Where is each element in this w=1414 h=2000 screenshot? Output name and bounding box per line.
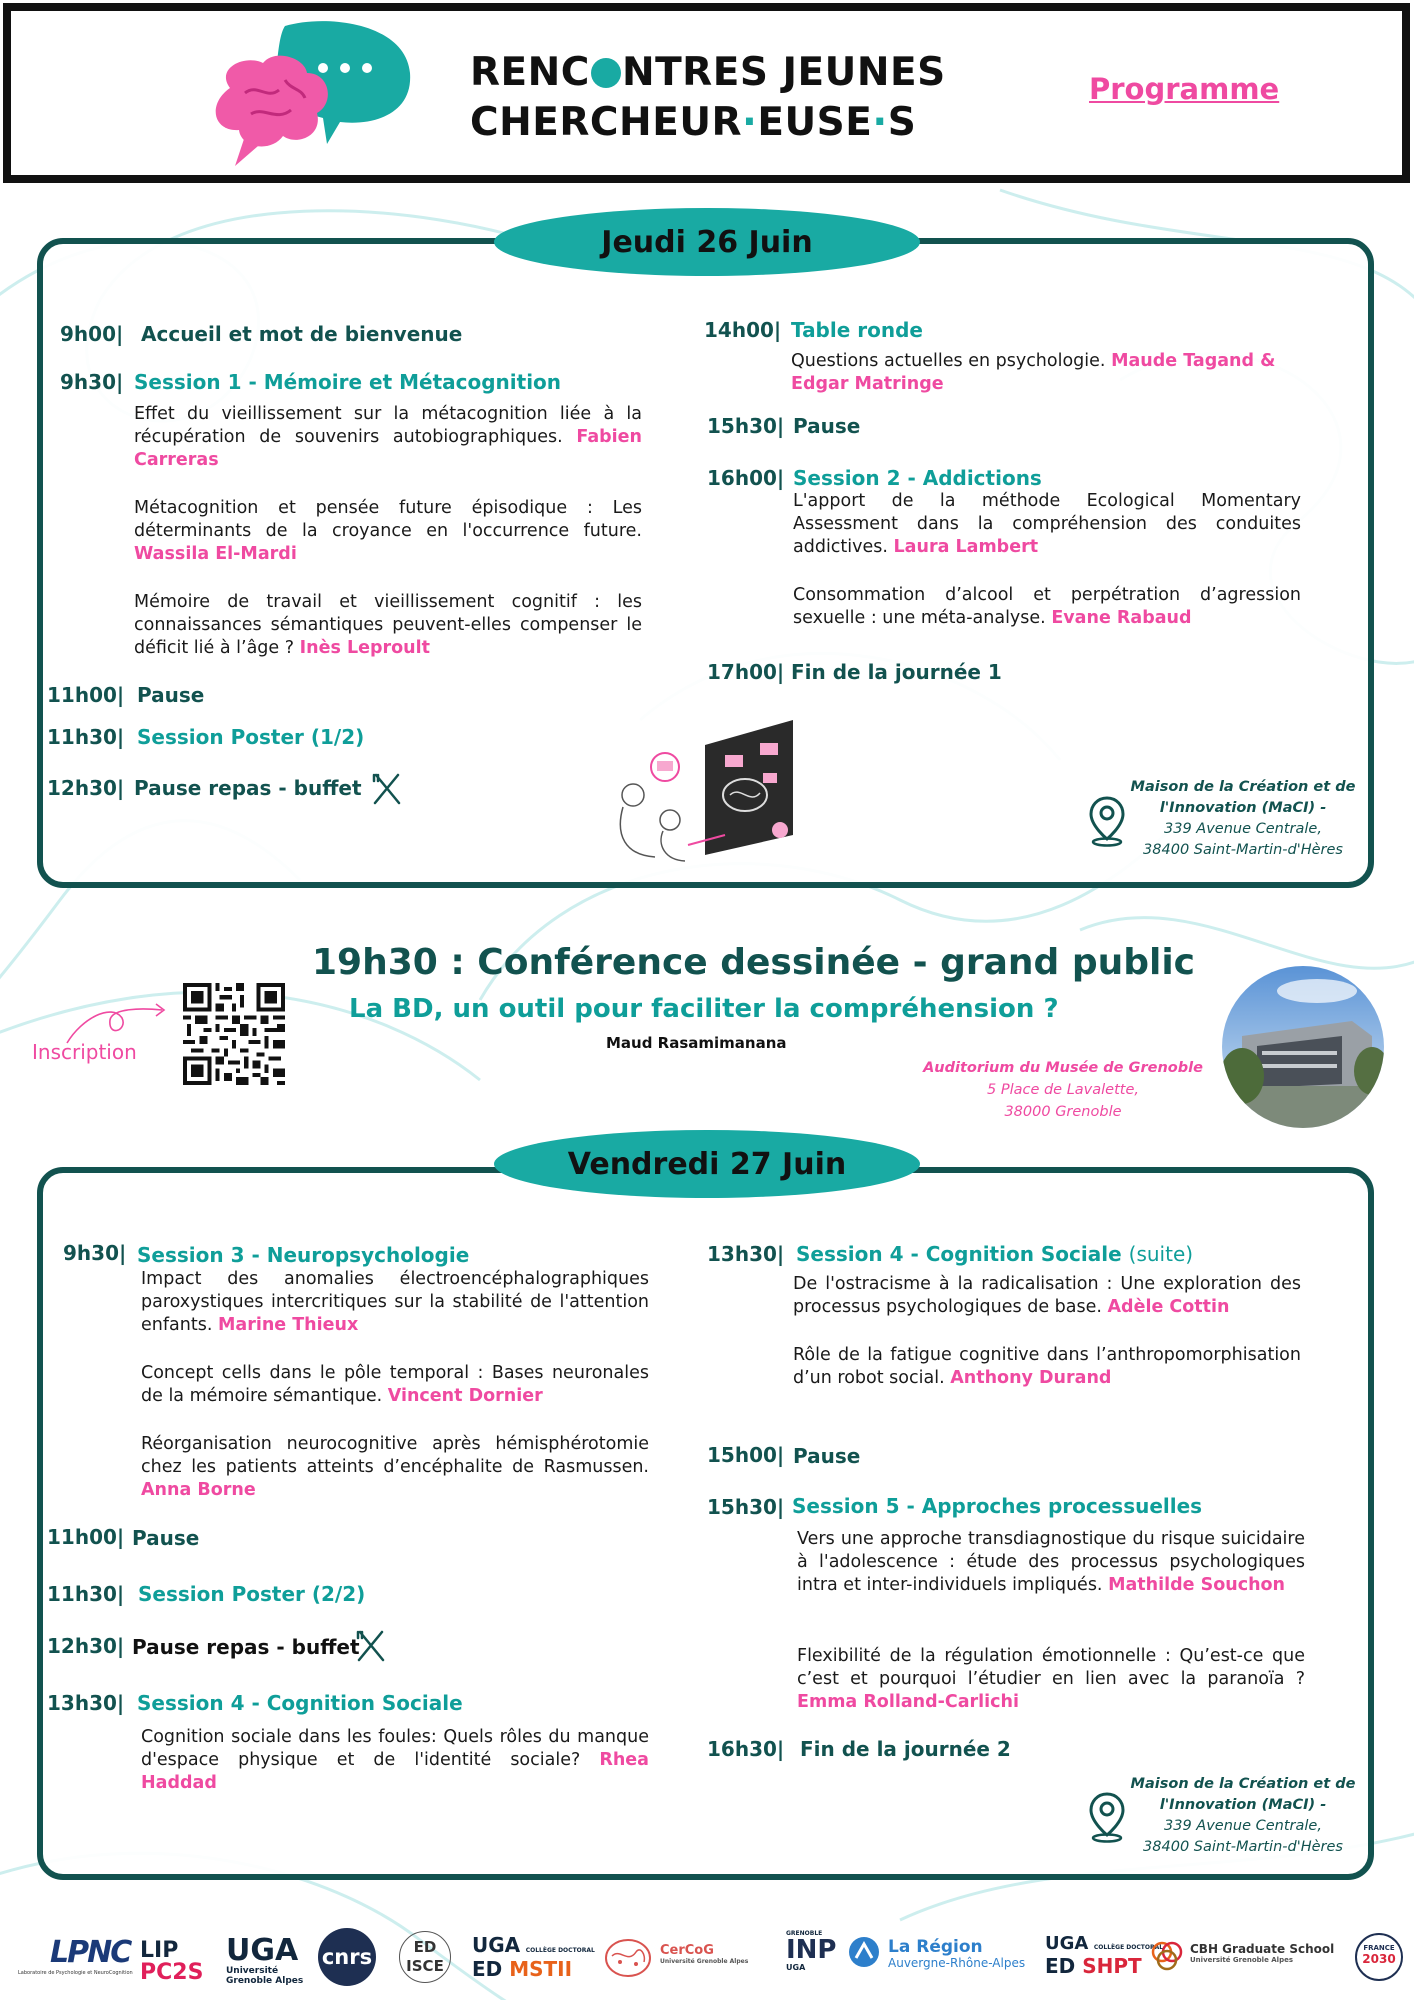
session-2-title: Session 2 - Addictions xyxy=(793,466,1042,490)
france-2030-logo: FRANCE 2030 xyxy=(1355,1933,1403,1981)
agenda-item-poster: Session Poster (2/2) xyxy=(138,1582,366,1606)
time-label: 11h00| xyxy=(47,683,125,707)
conference-speaker: Maud Rasamimanana xyxy=(606,1034,787,1052)
talk-item: Effet du vieillissement sur la métacognition liée à la récupération de souvenirs autobiographiques. Fabien Carreras xyxy=(134,404,642,470)
talk-item: De l'ostracisme à la radicalisation : Une exploration des processus psychologiques de base. Adèle Cottin xyxy=(793,1274,1301,1317)
time-label: 12h30| xyxy=(47,776,125,800)
agenda-item-lunch: Pause repas - buffet xyxy=(134,776,362,800)
agenda-item-pause: Pause xyxy=(793,414,861,438)
cnrs-logo: cnrs xyxy=(318,1928,376,1986)
museum-photo xyxy=(1222,966,1384,1128)
ed-isce-logo: ED ISCE xyxy=(399,1931,451,1983)
talk-item: Cognition sociale dans les foules: Quels rôles du manque d'espace physique et de l'identité sociale? Rhea Haddad xyxy=(141,1727,649,1793)
lip-pc2s-logo: LIP PC2S xyxy=(140,1938,204,1985)
talk-item: Métacognition et pensée future épisodique : Les déterminants de la croyance en l'occurrence future. Wassila El-Mardi xyxy=(134,498,642,564)
cercog-brain-icon xyxy=(602,1932,654,1984)
title-line-2: CHERCHEUR·EUSE·S xyxy=(470,100,917,145)
lpnc-logo: LPNC Laboratoire de Psychologie et NeuroCognition xyxy=(18,1935,133,1976)
time-label: 12h30| xyxy=(47,1634,125,1658)
session-1-title: Session 1 - Mémoire et Métacognition xyxy=(134,370,562,394)
talk-item: Questions actuelles en psychologie. Maude Tagand & Edgar Matringe xyxy=(791,351,1276,394)
agenda-item-pause: Pause xyxy=(793,1444,861,1468)
title-o-dot-icon xyxy=(591,58,621,88)
conference-address: Auditorium du Musée de Grenoble 5 Place de Lavalette, 38000 Grenoble xyxy=(923,1060,1203,1120)
ed-shpt-logo: UGA COLLÈGE DOCTORAL ED SHPT xyxy=(1045,1933,1164,1978)
agenda-item-lunch: Pause repas - buffet xyxy=(132,1635,360,1659)
day2-title: Vendredi 27 Juin xyxy=(494,1130,920,1198)
time-label: 11h30| xyxy=(47,725,125,749)
time-label: 9h30| xyxy=(63,1241,127,1265)
talk-item: Mémoire de travail et vieillissement cognitif : les connaissances sémantiques peuvent-elles compenser le déficit lié à l’âge ? Inès Leproult xyxy=(134,592,642,658)
qr-code[interactable] xyxy=(183,983,285,1085)
agenda-item-welcome: Accueil et mot de bienvenue xyxy=(141,322,463,346)
time-label: 15h00| xyxy=(707,1443,785,1467)
cercog-logo: CerCoG Université Grenoble Alpes xyxy=(660,1943,749,1965)
cbh-graduate-school-logo: CBH Graduate School Université Grenoble Alpes xyxy=(1190,1942,1335,1964)
cbh-knot-icon xyxy=(1150,1938,1184,1972)
time-label: 15h30| xyxy=(707,1495,785,1519)
talk-item: L'apport de la méthode Ecological Momentary Assessment dans la compréhension des conduites addictives. Laura Lambert xyxy=(793,491,1301,557)
talk-item: Rôle de la fatigue cognitive dans l’anthropomorphisation d’un robot social. Anthony Durand xyxy=(793,1345,1301,1388)
time-label: 16h00| xyxy=(707,466,785,490)
time-label: 9h30| xyxy=(60,370,124,394)
time-label: 13h30| xyxy=(47,1691,125,1715)
title-line-1: RENC NTRES JEUNES xyxy=(470,50,946,95)
time-label: 16h30| xyxy=(707,1737,785,1761)
talk-item: Vers une approche transdiagnostique du risque suicidaire à l'adolescence : étude des processus psychologiques intra et inter-individuels impliqués. Mathilde Souchon xyxy=(797,1529,1305,1595)
time-label: 11h00| xyxy=(47,1525,125,1549)
time-label: 14h00| xyxy=(704,318,782,342)
uga-logo: UGA Université Grenoble Alpes xyxy=(226,1933,304,1986)
conference-subtitle: La BD, un outil pour faciliter la compréhension ? xyxy=(349,994,1059,1024)
day1-title: Jeudi 26 Juin xyxy=(494,208,920,276)
session-5-title: Session 5 - Approches processuelles xyxy=(792,1494,1203,1518)
time-label: 13h30| xyxy=(707,1242,785,1266)
agenda-item-pause: Pause xyxy=(132,1526,200,1550)
time-label: 9h00| xyxy=(60,322,124,346)
talk-item: Consommation d’alcool et perpétration d’agression sexuelle : une méta-analyse. Evane Rabaud xyxy=(793,585,1301,628)
agenda-item-end-day2: Fin de la journée 2 xyxy=(800,1737,1011,1761)
ed-mstii-logo: UGA COLLÈGE DOCTORAL ED MSTII xyxy=(472,1933,595,1981)
programme-link[interactable]: Programme xyxy=(1089,72,1280,106)
day2-address: Maison de la Création et de l'Innovation (MaCI) - 339 Avenue Centrale, 38400 Saint-Martin-d'Hères xyxy=(1130,1776,1356,1855)
fork-knife-icon xyxy=(356,1630,386,1662)
time-label: 17h00| xyxy=(707,660,785,684)
inscription-label: Inscription xyxy=(32,1040,137,1064)
grenoble-inp-logo: GRENOBLE INP UGA xyxy=(786,1930,837,1972)
fork-knife-icon xyxy=(372,773,402,805)
agenda-item-poster: Session Poster (1/2) xyxy=(137,725,365,749)
conference-title: 19h30 : Conférence dessinée - grand public xyxy=(312,942,1196,983)
talk-item: Réorganisation neurocognitive après hémisphérotomie chez les patients atteints d’encéphalite de Rasmussen. Anna Borne xyxy=(141,1434,649,1500)
day1-address: Maison de la Création et de l'Innovation (MaCI) - 339 Avenue Centrale, 38400 Saint-Martin-d'Hères xyxy=(1130,779,1356,858)
time-label: 15h30| xyxy=(707,414,785,438)
comic-illustration xyxy=(595,715,800,865)
agenda-item-round-table: Table ronde xyxy=(791,318,923,342)
la-region-logo: La Région Auvergne-Rhône-Alpes xyxy=(888,1937,1026,1970)
la-region-icon xyxy=(848,1936,880,1968)
session-3-title: Session 3 - Neuropsychologie xyxy=(137,1243,470,1267)
talk-item: Flexibilité de la régulation émotionnelle : Qu’est-ce que c’est et pourquoi l’étudier en lien avec la paranoïa ? Emma Rolland-Carlichi xyxy=(797,1646,1305,1712)
session-4-suite-title: Session 4 - Cognition Sociale (suite) xyxy=(796,1242,1194,1266)
talk-item: Impact des anomalies électroencéphalographiques paroxystiques intercritiques sur la stabilité de l'attention enfants. Marine Thieux xyxy=(141,1269,649,1335)
agenda-item-pause: Pause xyxy=(137,683,205,707)
session-4-title: Session 4 - Cognition Sociale xyxy=(137,1691,463,1715)
agenda-item-end-day1: Fin de la journée 1 xyxy=(791,660,1002,684)
talk-item: Concept cells dans le pôle temporal : Bases neuronales de la mémoire sémantique. Vincent Dornier xyxy=(141,1363,649,1406)
brain-speech-logo-icon xyxy=(205,18,420,168)
time-label: 11h30| xyxy=(47,1582,125,1606)
